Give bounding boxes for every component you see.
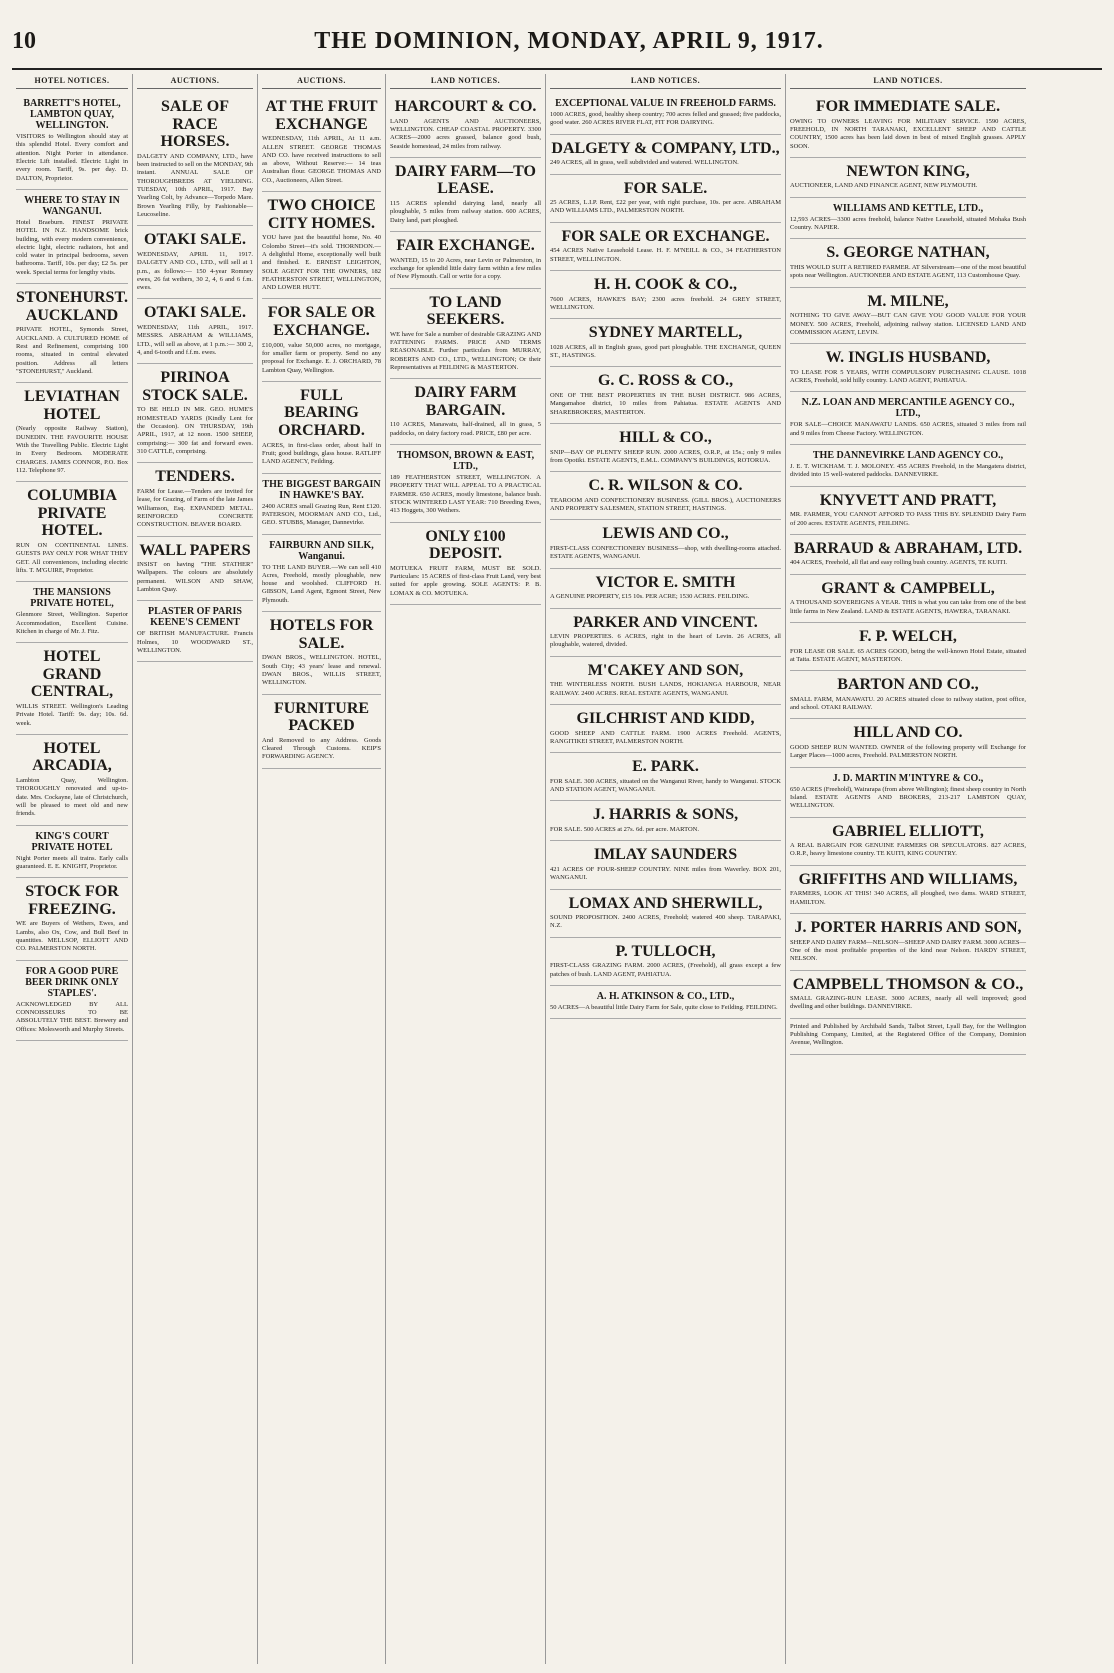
advertisement — [790, 288, 1026, 345]
advertisement-body: SHEEP AND DAIRY FARM—NELSON—SHEEP AND DAIRY FARM. 3000 ACRES—One of the most profitable properties of the kind near Nelson. HARDY STREET, NELSON. — [790, 938, 1026, 963]
advertisement-body: Glenmore Street, Wellington. Superior Accommodation, Excellent Cuisine. Kitchen in charge of Mr. J. Fitz. — [16, 611, 128, 635]
advertisement — [790, 719, 1026, 767]
advertisement-body: 1028 ACRES, all in English grass, good part ploughable. THE EXCHANGE, QUEEN ST., HASTINGS. — [550, 343, 781, 360]
advertisement — [550, 705, 781, 753]
advertisement — [16, 482, 128, 582]
advertisement — [550, 520, 781, 568]
advertisement — [790, 344, 1026, 392]
advertisement-heading: HOTEL ARCADIA, — [32, 739, 112, 775]
advertisement-body: 421 ACRES OF FOUR-SHEEP COUNTRY. NINE miles from Waverley. BOX 201, WANGANUI. — [550, 865, 781, 882]
advertisement-heading: BARTON AND CO., — [837, 676, 979, 694]
advertisement — [16, 643, 128, 735]
advertisement-body: (Nearly opposite Railway Station), DUNEDIN. THE FAVOURITE HOUSE With the Travelling Public. Electric Light in Every Bedroom. MODERATE CHARGES. JAMES CONNOR, P.O. Box 112. Telephone 97. — [16, 425, 128, 474]
column-auctions-2 — [257, 74, 385, 1664]
advertisement-heading: TWO CHOICE CITY HOMES. — [267, 197, 376, 232]
advertisement-body: THE WINTERLESS NORTH. BUSH LANDS, HOKIANGA HARBOUR, NEAR RAILWAY. 2400 ACRES. REAL ESTATE AGENTS, WANGANUI. — [550, 681, 781, 697]
advertisement-heading: HILL AND CO. — [853, 724, 963, 742]
advertisement-body: MR. FARMER, YOU CANNOT AFFORD TO PASS THIS BY. SPLENDID Dairy Farm of 200 acres. ESTATE AGENTS, FEILDING. — [790, 511, 1026, 527]
advertisement-heading: HARCOURT & CO. — [394, 98, 537, 115]
advertisement-body: 404 ACRES, Freehold, all flat and easy rolling bush country. AGENTS, TE KUITI. — [790, 559, 1008, 567]
advertisement — [137, 601, 253, 662]
advertisement-body: SMALL FARM, MANAWATU. 20 ACRES situated close to railway station, post office, and school. OTAKI RAILWAY. — [790, 695, 1026, 712]
advertisement — [262, 612, 381, 694]
advertisement — [790, 158, 1026, 198]
advertisement-body: WANTED, 15 to 20 Acres, near Levin or Palmerston, in exchange for splendid little dairy farm within a few miles of New Plymouth. Call or write for a copy. — [390, 256, 541, 281]
advertisement-body: WILLIS STREET. Wellington's Leading Private Hotel. Tariff: 9s. day; 10s. 6d. week. — [16, 702, 128, 727]
advertisement-heading: S. GEORGE NATHAN, — [826, 244, 990, 262]
advertisement — [390, 158, 541, 232]
advertisement-body: 110 ACRES, Manawatu, half-drained, all in grass, 5 paddocks, on dairy factory road. PRICE, £80 per acre. — [390, 421, 541, 437]
advertisement — [16, 735, 128, 826]
advertisement-body: 50 ACRES—A beautiful little Dairy Farm for Sale, quite close to Feilding. FEILDING. — [550, 1003, 778, 1011]
advertisement — [550, 472, 781, 520]
advertisement-body: ACKNOWLEDGED BY ALL CONNOISSEURS TO BE ABSOLUTELY THE BEST. Brewery and Offices: Molesworth and Murphy Streets. — [16, 1000, 128, 1033]
advertisement-body: FARMERS, LOOK AT THIS! 340 ACRES, all ploughed, two dams. WARD STREET, HAMILTON. — [790, 890, 1026, 906]
advertisement-heading: FURNITURE PACKED — [273, 699, 370, 735]
advertisement-body: TEAROOM AND CONFECTIONERY BUSINESS. (GILL BROS.), AUCTIONEERS AND PROPERTY SALESMEN, STATION STREET, HASTINGS. — [550, 496, 781, 513]
advertisement-body: J. E. T. WICKHAM. T. J. MOLONEY. 455 ACRES Freehold, in the Mangatera district, divided into 15 well-watered paddocks. DANNEVIRKE. — [790, 462, 1026, 479]
advertisement-body: Night Porter meets all trains. Early calls guaranteed. E. E. KNIGHT, Proprietor. — [16, 854, 128, 870]
advertisement-heading: WHERE TO STAY IN WANGANUI. — [24, 194, 120, 217]
columns — [12, 74, 1102, 1664]
advertisement-body: FOR LEASE OR SALE. 65 ACRES GOOD, being the well-known Hotel Estate, situated at Taita. ESTATE AGENT, MASTERTON. — [790, 647, 1026, 663]
advertisement-body: 454 ACRES Native Leasehold Lease. H. F. M'NEILL & CO., 34 FEATHERSTON STREET, WELLINGTON. — [550, 247, 781, 263]
advertisement-heading: KING'S COURT PRIVATE HOTEL — [31, 830, 113, 853]
column-heading: HOTEL NOTICES. — [16, 74, 128, 89]
advertisement-body: And Removed to any Address. Goods Cleared Through Customs. KEIP'S FORWARDING AGENCY. — [262, 736, 381, 761]
advertisement — [262, 192, 381, 299]
advertisement-body: A GENUINE PROPERTY, £15 10s. PER ACRE; 1530 ACRES. FEILDING. — [550, 593, 750, 601]
advertisement-body: 249 ACRES, all in grass, well subdivided and watered. WELLINGTON. — [550, 159, 739, 167]
advertisement-body: WEDNESDAY, 11th APRIL, 1917. MESSRS. ABRAHAM & WILLIAMS, LTD., will sell as above, at 1 p.m.:— 300 2, 4, and 6-tooth and f.f.m. ewes. — [137, 324, 253, 356]
advertisement — [550, 424, 781, 472]
advertisement — [137, 299, 253, 364]
advertisement — [390, 445, 541, 523]
advertisement-body: 2400 ACRES small Grazing Run, Rent £120. PATERSON, MOORMAN AND CO., Ltd., GEO. STUBBS, Manager, Dannevirke. — [262, 502, 381, 527]
advertisement — [262, 299, 381, 381]
advertisement — [550, 223, 781, 271]
advertisement-heading: J. HARRIS & SONS, — [592, 806, 739, 824]
advertisement-body: A REAL BARGAIN FOR GENUINE FARMERS OR SPECULATORS. 827 ACRES, O.R.P., heavy limestone country. TE KUITI, KING COUNTRY. — [790, 842, 1026, 858]
advertisement-heading: M. MILNE, — [867, 292, 949, 310]
advertisement-body: ONE OF THE BEST PROPERTIES IN THE BUSH DISTRICT. 986 ACRES, Mangamahoe district, 10 miles from Pahiatua. ESTATE AGENTS AND SHAREBROKERS, MASTERTON. — [550, 392, 781, 416]
advertisement-body: WE have for Sale a number of desirable GRAZING AND FATTENING FARMS. PRICE AND TERMS REASONABLE. Further particulars from MURRAY, ROBERTS AND CO., LTD., WELLINGTON; Or their Representatives at FEILDING & MASTERTON. — [390, 330, 541, 371]
advertisement — [16, 582, 128, 643]
advertisement-heading: M'CAKEY AND SON, — [587, 661, 744, 679]
column-heading: AUCTIONS. — [262, 74, 381, 89]
advertisement — [790, 866, 1026, 914]
advertisement — [790, 487, 1026, 535]
advertisement-body: LEVIN PROPERTIES. 6 ACRES, right in the heart of Levin. 26 ACRES, all ploughable, watered, divided. — [550, 633, 781, 649]
advertisement-body: RUN ON CONTINENTAL LINES. GUESTS PAY ONLY FOR WHAT THEY GET. All conveniences, including electric lifts. T. M'GUIRE, Proprietor. — [16, 541, 128, 574]
advertisement — [550, 801, 781, 841]
advertisement-body: 12,593 ACRES—3300 acres freehold, balance Native Leasehold, situated Mohaka Bush Country. NAPIER. — [790, 215, 1026, 232]
advertisement-heading: CAMPBELL THOMSON & CO., — [792, 975, 1024, 993]
advertisement-heading: DALGETY & COMPANY, LTD., — [551, 139, 780, 157]
advertisement — [137, 463, 253, 536]
advertisement-body: 115 ACRES splendid dairying land, nearly all ploughable, 5 miles from railway station. 600 ACRES, Dairy land, part ploughed. — [390, 200, 541, 224]
advertisement — [790, 198, 1026, 240]
column-heading: LAND NOTICES. — [790, 74, 1026, 89]
advertisement-body: SOUND PROPOSITION. 2400 ACRES, Freehold; watered 400 sheep. TARAPAKI, N.Z. — [550, 914, 781, 930]
advertisement-heading: STOCK FOR FREEZING. — [25, 883, 119, 918]
advertisement-heading: FOR A GOOD PURE BEER DRINK ONLY STAPLES'. — [25, 965, 119, 999]
advertisement — [390, 289, 541, 380]
advertisement-body: 25 ACRES, L.I.P. Rent, £22 per year, with right purchase, 10s. per acre. ABRAHAM AND WILLIAMS LTD., PALMERSTON NORTH. — [550, 199, 781, 215]
advertisement-body: ACRES, in first-class order, about half in Fruit; good buildings, glass house. RATLIFF LAND AGENCY, Feilding. — [262, 441, 381, 466]
advertisement — [550, 135, 781, 175]
advertisement-heading: FOR SALE OR EXCHANGE. — [267, 304, 376, 340]
advertisement-heading: G. C. ROSS & CO., — [597, 372, 734, 390]
advertisement-body: VISITORS to Wellington should stay at this splendid Hotel. Every comfort and attention. Night Porter in attendance. Electric Lift installed. Electric Light in every room. Tariff, 9s. per day. D. DALTON, Proprietor. — [16, 133, 128, 182]
advertisement — [550, 319, 781, 367]
advertisement-heading: LEWIS AND CO., — [602, 525, 729, 543]
advertisement-heading: FOR IMMEDIATE SALE. — [815, 98, 1001, 115]
advertisement-body: THIS WOULD SUIT A RETIRED FARMER. AT Silverstream—one of the most beautiful spots near Wellington. AUCTIONEER AND ESTATE AGENT, 113 Customhouse Quay. — [790, 263, 1026, 280]
advertisement-body: TO THE LAND BUYER.—We can sell 410 Acres, Freehold, mostly ploughable, new house and woolshed. CLIFFORD H. GIBSON, Land Agent, Egmont Street, New Plymouth. — [262, 563, 381, 604]
advertisement-body: SNIP—BAY OF PLENTY SHEEP RUN. 2000 ACRES, O.R.P., at 15s.; only 9 miles from Opotiki. ESTATE AGENTS, E.M.L. COMPANY'S BUILDINGS, ROTORUA. — [550, 448, 781, 464]
advertisement — [390, 232, 541, 289]
advertisement — [790, 623, 1026, 671]
advertisement — [137, 226, 253, 299]
advertisement — [16, 383, 128, 482]
advertisement-heading: GRANT & CAMPBELL, — [821, 579, 995, 597]
advertisement-body: OF BRITISH MANUFACTURE. Francis Holmes, 10 WOODWARD ST., WELLINGTON. — [137, 630, 253, 654]
masthead — [12, 0, 1102, 70]
advertisement — [550, 175, 781, 223]
advertisement-heading: FAIRBURN AND SILK, Wanganui. — [269, 539, 374, 562]
advertisement — [790, 1019, 1026, 1055]
advertisement-body: 650 ACRES (Freehold), Wairarapa (from above Wellington); finest sheep country in North Island. ESTATE AGENTS AND BROKERS, 213-217 LAMBTON QUAY, WELLINGTON. — [790, 785, 1026, 810]
advertisement — [390, 523, 541, 605]
advertisement-heading: EXCEPTIONAL VALUE IN FREEHOLD FARMS. — [555, 98, 776, 109]
advertisement — [262, 695, 381, 769]
advertisement-heading: VICTOR E. SMITH — [595, 573, 736, 591]
advertisement-heading: THOMSON, BROWN & EAST, LTD., — [396, 450, 535, 473]
advertisement — [16, 878, 128, 960]
advertisement-heading: OTAKI SALE. — [144, 231, 246, 249]
advertisement-body: 189 FEATHERSTON STREET, WELLINGTON. A PROPERTY THAT WILL APPEAL TO A PRACTICAL FARMER. 650 ACRES, mostly limestone, balance bush. STOCK WINTERED LAST YEAR: 710 Breeding Ewes, 413 Hoggets, 300 Wethers. — [390, 474, 541, 515]
advertisement-body: YOU have just the beautiful home, No. 40 Colombo Street—it's sold. THORNDON.—A delightful Home, exceptionally well built and finished. E. ERNEST LEIGHTON, SOLE AGENT FOR THE OWNERS, 182 FEATHERSTON STREET, WELLINGTON, AND LOWER HUTT. — [262, 234, 381, 292]
advertisement — [16, 961, 128, 1041]
advertisement-heading: NEWTON KING, — [846, 162, 970, 180]
advertisement-heading: SALE OF RACE HORSES. — [160, 98, 230, 151]
advertisement — [137, 364, 253, 463]
advertisement-heading: F. P. WELCH, — [859, 627, 957, 645]
advertisement — [790, 93, 1026, 158]
advertisement — [550, 890, 781, 938]
advertisement — [790, 914, 1026, 971]
advertisement-body: DALGETY AND COMPANY, LTD., have been instructed to sell on the MONDAY, 9th instant. ANNUAL SALE OF THOROUGHBREDS AT YIELDING. TUESDAY, 10th APRIL, 1917. Bay Yearling Colt, by Advance—Torpedo Mare. Brown Yearling Filly, by Fashionable—Leucoseline. — [137, 152, 253, 218]
advertisement-body: £10,000, value 50,000 acres, no mortgage, for smaller farm or property. Send no any proposal for Exchange. E. J. ORCHARD, 78 Lambton Quay, Wellington. — [262, 341, 381, 374]
advertisement — [16, 826, 128, 879]
column-heading: AUCTIONS. — [137, 74, 253, 89]
advertisement-heading: KNYVETT AND PRATT, — [819, 491, 997, 509]
advertisement — [390, 379, 541, 445]
advertisement — [137, 93, 253, 226]
advertisement-body: AUCTIONEER, LAND AND FINANCE AGENT, NEW PLYMOUTH. — [790, 182, 978, 190]
advertisement-heading: BARRETT'S HOTEL, LAMBTON QUAY, WELLINGTON. — [23, 98, 121, 131]
advertisement — [550, 367, 781, 424]
advertisement-body: PRIVATE HOTEL, Symonds Street, AUCKLAND. A CULTURED HOME of Rest and Refinement, comprising 100 rooms, situated in central elevated position. Address all letters "STONEHURST," Auckland. — [16, 326, 128, 375]
advertisement-body: FIRST-CLASS CONFECTIONERY BUSINESS—shop, with dwelling-rooms attached. ESTATE AGENTS, WANGANUI. — [550, 544, 781, 561]
advertisement-body: MOTUEKA FRUIT FARM, MUST BE SOLD. Particulars: 15 ACRES of first-class Fruit Land, very best suited for apple growing. SOLE AGENTS: P. B. LOMAX & CO. MOTUEKA. — [390, 564, 541, 597]
column-auctions-1 — [132, 74, 257, 1664]
advertisement-heading: GILCHRIST AND KIDD, — [576, 709, 755, 727]
advertisement-heading: PARKER AND VINCENT. — [573, 613, 758, 631]
advertisement-heading: GRIFFITHS AND WILLIAMS, — [798, 870, 1018, 888]
newspaper-title: THE DOMINION, MONDAY, APRIL 9, 1917. — [314, 28, 824, 54]
column-heading: LAND NOTICES. — [390, 74, 541, 89]
advertisement-body: FOR SALE—CHOICE MANAWATU LANDS. 650 ACRES, situated 3 miles from rail and 9 miles from Cheese Factory. WELLINGTON. — [790, 421, 1026, 437]
advertisement-body: WE are Buyers of Wethers, Ewes, and Lambs, also Ox, Cow, and Bull Beef in quantities. MELLSOP, ELLIOTT AND CO. PALMERSTON NORTH. — [16, 920, 128, 953]
advertisement-heading: PLASTER OF PARIS KEENE'S CEMENT — [148, 606, 242, 629]
column-land-notices-1 — [385, 74, 545, 1664]
advertisement-body: FIRST-CLASS GRAZING FARM. 2000 ACRES, (Freehold), all grass except a few patches of bush. LAND AGENT, PAHIATUA. — [550, 962, 781, 978]
advertisement-body: LAND AGENTS AND AUCTIONEERS, WELLINGTON. CHEAP COASTAL PROPERTY. 3300 ACRES—2000 acres grassed, balance good bush, Seaside homestead, 24 miles from railway. — [390, 117, 541, 150]
column-land-notices-2 — [545, 74, 785, 1664]
advertisement-body: WEDNESDAY, 11th APRIL, At 11 a.m. ALLEN STREET. GEORGE THOMAS AND CO. have received instructions to sell as above, Without Reserve:— 14 teas Australian flour. GEORGE THOMAS AND CO., Auctioneers, Allen Street. — [262, 135, 381, 184]
advertisement-heading: J. PORTER HARRIS AND SON, — [794, 918, 1022, 936]
advertisement-body: NOTHING TO GIVE AWAY—BUT CAN GIVE YOU GOOD VALUE FOR YOUR MONEY. 500 ACRES, Freehold, adjoining railway station. LICENSED LAND AND COMMISSION AGENT, LEVIN. — [790, 312, 1026, 336]
advertisement — [262, 535, 381, 613]
advertisement — [137, 537, 253, 602]
advertisement-heading: LEVIATHAN HOTEL — [24, 388, 120, 423]
advertisement — [262, 382, 381, 474]
advertisement-heading: TO LAND SEEKERS. — [426, 293, 505, 329]
advertisement-body: Printed and Published by Archibald Sands, Talbot Street, Lyall Bay, for the Wellington Publishing Company, Limited, at the Registered Office of the Company, Dominion Avenue, Wellington. — [790, 1022, 1026, 1047]
advertisement-heading: AT THE FRUIT EXCHANGE — [265, 98, 378, 133]
advertisement-body: 1000 ACRES, good, healthy sheep country; 700 acres felled and grassed; five paddocks, good water. 260 ACRES RIVER FLAT, FIT FOR DAIRYING. — [550, 111, 781, 127]
advertisement-heading: E. PARK. — [632, 758, 699, 776]
advertisement — [550, 657, 781, 705]
advertisement — [16, 190, 128, 284]
advertisement — [790, 445, 1026, 487]
advertisement — [550, 938, 781, 986]
advertisement-heading: FULL BEARING ORCHARD. — [278, 386, 365, 440]
advertisement-heading: HOTELS FOR SALE. — [269, 617, 374, 652]
advertisement — [550, 753, 781, 801]
advertisement — [16, 284, 128, 383]
advertisement-heading: J. D. MARTIN M'INTYRE & CO., — [832, 772, 984, 784]
advertisement-body: DWAN BROS., WELLINGTON. HOTEL, South City; 43 years' lease and renewal. DWAN BROS., WILLIS STREET, WELLINGTON. — [262, 654, 381, 687]
column-land-notices-3 — [785, 74, 1030, 1664]
advertisement-heading: IMLAY SAUNDERS — [593, 846, 738, 864]
advertisement — [390, 93, 541, 158]
advertisement-body: TO LEASE FOR 5 YEARS, WITH COMPULSORY PURCHASING CLAUSE. 1018 ACRES, Freehold, sold hilly country. LAND AGENT, PAHIATUA. — [790, 368, 1026, 385]
column-hotel-notices — [12, 74, 132, 1664]
advertisement-body: A THOUSAND SOVEREIGNS A YEAR. THIS is what you can take from one of the best little farms in New Zealand. LAND & ESTATE AGENTS, HAWERA, TARANAKI. — [790, 599, 1026, 615]
advertisement-heading: THE BIGGEST BARGAIN IN HAWKE'S BAY. — [262, 478, 381, 501]
advertisement-heading: TENDERS. — [155, 468, 235, 486]
advertisement-body: FARM for Lease.—Tenders are invited for lease, for Grazing, of Farm of the late James Williamson, Esq. EXPANDED METAL. REINFORCED CONCRETE CONSTRUCTION. BEAVER BOARD. — [137, 487, 253, 529]
advertisement — [790, 768, 1026, 818]
advertisement-heading: W. INGLIS HUSBAND, — [825, 349, 991, 367]
advertisement-body: FOR SALE. 300 ACRES, situated on the Wanganui River, handy to Wanganui. STOCK AND STATION AGENT, WANGANUI. — [550, 777, 781, 794]
advertisement-heading: PIRINOA STOCK SALE. — [142, 369, 248, 404]
advertisement-heading: H. H. COOK & CO., — [593, 275, 738, 293]
advertisement — [550, 93, 781, 135]
advertisement — [16, 93, 128, 190]
advertisement-heading: DAIRY FARM BARGAIN. — [414, 384, 517, 419]
advertisement — [550, 569, 781, 609]
advertisement — [790, 575, 1026, 623]
advertisement — [550, 609, 781, 657]
advertisement-body: GOOD SHEEP AND CATTLE FARM. 1900 ACRES Freehold. AGENTS, RANGITIKEI STREET, PALMERSTON NORTH. — [550, 729, 781, 745]
advertisement-heading: FAIR EXCHANGE. — [396, 236, 535, 254]
advertisement-body: WEDNESDAY, APRIL 11, 1917. DALGETY AND CO., LTD., will sell at 1 p.m., as follows:— 150 4-year Romney ewes, 26 fat wethers, 30 2, 4, 6 and 6 f.m. ewes. — [137, 250, 253, 292]
advertisement-heading: THE MANSIONS PRIVATE HOTEL, — [30, 587, 114, 610]
advertisement-heading: BARRAUD & ABRAHAM, LTD. — [793, 539, 1023, 557]
advertisement — [550, 841, 781, 889]
advertisement-body: TO BE HELD IN MR. GEO. HUME'S HOMESTEAD YARDS (Kindly Lent for the Occasion). ON THURSDAY, 19th APRIL, 1917, at 12 noon. 1500 SHEEP, comprising:— 300 fat and forward ewes. 310 CATTLE, comprising. — [137, 406, 253, 456]
advertisement-body: INSIST on having "THE STATHER" Wallpapers. The colours are absolutely permanent. WILSON AND SHAW, Lambton Quay. — [137, 561, 253, 594]
advertisement — [262, 93, 381, 192]
advertisement — [550, 271, 781, 319]
advertisement-heading: A. H. ATKINSON & CO., LTD., — [596, 990, 735, 1002]
advertisement-body: SMALL GRAZING-RUN LEASE. 3000 ACRES, nearly all well improved; good dwelling and other buildings. DANNEVIRKE. — [790, 995, 1026, 1011]
page-number: 10 — [12, 28, 36, 54]
advertisement-body: Lambton Quay, Wellington. THOROUGHLY renovated and up-to-date. Mrs. Cockayne, late of Christchurch, will be pleased to meet old and new friends. — [16, 777, 128, 818]
advertisement-heading: FOR SALE OR EXCHANGE. — [561, 227, 770, 245]
advertisement-heading: N.Z. LOAN AND MERCANTILE AGENCY CO., LTD., — [801, 397, 1015, 420]
advertisement-heading: OTAKI SALE. — [144, 304, 246, 322]
advertisement-heading: GABRIEL ELLIOTT, — [832, 822, 984, 840]
advertisement — [790, 671, 1026, 719]
advertisement — [262, 474, 381, 535]
advertisement-body: OWING TO OWNERS LEAVING FOR MILITARY SERVICE. 1590 ACRES, FREEHOLD, IN NORTH TARANAKI, EXCELLENT SHEEP AND CATTLE COUNTRY, 1500 acres has been laid down in best of mixed English grasses. APPLY SOON. — [790, 117, 1026, 150]
advertisement-heading: SYDNEY MARTELL, — [588, 324, 743, 342]
advertisement-heading: WILLIAMS AND KETTLE, LTD., — [832, 202, 984, 214]
advertisement — [790, 818, 1026, 866]
advertisement — [790, 535, 1026, 575]
advertisement-heading: LOMAX AND SHERWILL, — [568, 894, 763, 912]
advertisement-heading: THE DANNEVIRKE LAND AGENCY CO., — [812, 449, 1004, 461]
advertisement — [790, 392, 1026, 445]
advertisement-body: FOR SALE. 500 ACRES at 27s. 6d. per acre. MARTON. — [550, 825, 699, 833]
advertisement — [550, 986, 781, 1019]
advertisement-heading: HILL & CO., — [619, 428, 712, 446]
advertisement — [790, 239, 1026, 287]
advertisement-heading: STONEHURST. AUCKLAND — [16, 289, 128, 324]
advertisement-body: 7600 ACRES, HAWKE'S BAY; 2300 acres freehold. 24 GREY STREET, WELLINGTON. — [550, 295, 781, 311]
advertisement-heading: C. R. WILSON & CO. — [588, 477, 743, 495]
advertisement-body: Hotel Braeburn. FINEST PRIVATE HOTEL IN N.Z. HANDSOME brick building, with every modern convenience, electric light, electric radiators, hot and cold water in principal bedrooms, seven bathrooms. Tariff, 10s. per day; £2 5s. per week. Special terms for lengthy visits. — [16, 218, 128, 276]
advertisement-heading: HOTEL GRAND CENTRAL, — [30, 648, 114, 701]
column-heading: LAND NOTICES. — [550, 74, 781, 89]
advertisement-heading: COLUMBIA PRIVATE HOTEL. — [27, 487, 117, 540]
advertisement-heading: DAIRY FARM—TO LEASE. — [395, 162, 536, 198]
advertisement — [790, 971, 1026, 1019]
advertisement-heading: P. TULLOCH, — [615, 942, 716, 960]
advertisement-body: GOOD SHEEP RUN WANTED. OWNER of the following property will Exchange for Larger Places—1000 acres, Freehold. PALMERSTON NORTH. — [790, 743, 1026, 760]
advertisement-heading: FOR SALE. — [623, 179, 708, 197]
advertisement-heading: ONLY £100 DEPOSIT. — [425, 527, 506, 563]
advertisement-heading: WALL PAPERS — [139, 541, 251, 559]
